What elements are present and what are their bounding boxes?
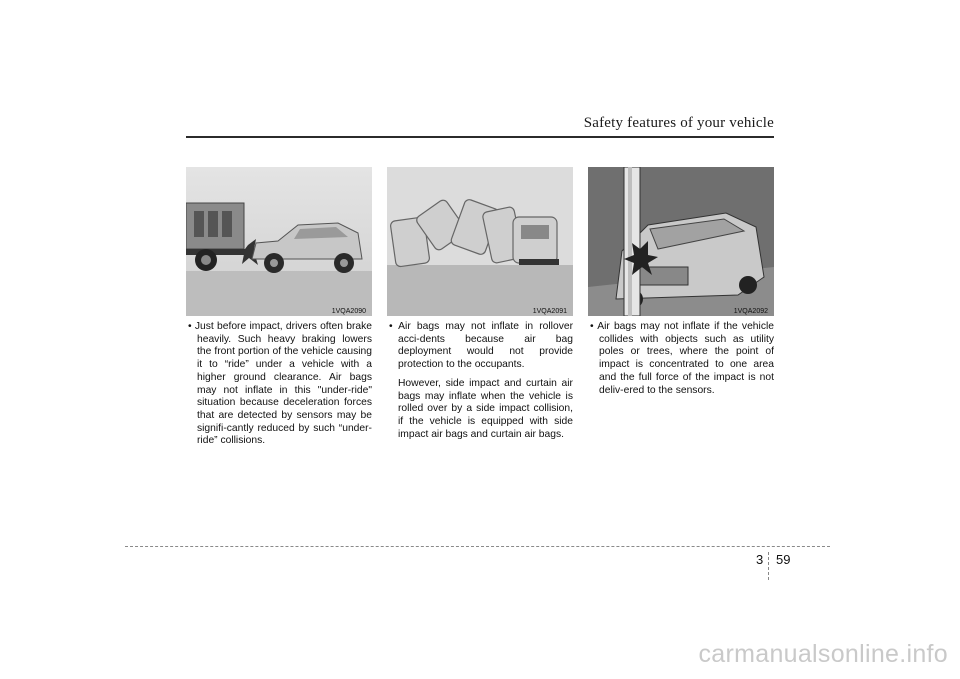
- illustration-rollover: [387, 167, 573, 316]
- paragraph: However, side impact and curtain air bags may inflate when the vehicle is rolled over by a side impact collision, if the vehicle is equipped with side impact air bags and curtain air bags.: [398, 377, 573, 440]
- illustration-under-ride: [186, 167, 372, 316]
- chapter-number: 3: [756, 552, 764, 567]
- rollover-drawing: [387, 167, 573, 316]
- figure-code: 1VQA2092: [733, 308, 768, 315]
- paragraph: • Air bags may not inflate in rollover acci-dents because air bag deployment would not provide protection to the occupants.: [389, 321, 573, 371]
- text-column-3: [588, 321, 774, 397]
- header-rule: [186, 136, 774, 138]
- paragraph: • Air bags may not inflate if the vehicle collides with objects such as utility poles or trees, where the point of impact is concentrated to one area and the full force of the impact is not deliv-ered to the sensors.: [590, 321, 774, 396]
- illustration-pole-impact: [588, 167, 774, 316]
- footer-rule: [125, 546, 830, 547]
- text-column-2: [387, 321, 573, 441]
- page-separator: [768, 552, 769, 580]
- figure-code: 1VQA2090: [331, 308, 366, 315]
- watermark: carmanualsonline.info: [698, 640, 948, 668]
- figure-code: 1VQA2091: [532, 308, 567, 315]
- pole-impact-drawing: [588, 167, 774, 316]
- paragraph: • Just before impact, drivers often brake heavily. Such heavy braking lowers the front portion of the vehicle causing it to “ride” under a vehicle with a higher ground clearance. Air bags may not inflate in this "under-ride" situation because deceleration forces that are detected by sensors may be signifi-cantly reduced by such “under-ride” collisions.: [188, 321, 372, 447]
- page-header-title: Safety features of your vehicle: [583, 115, 774, 131]
- under-ride-drawing: [186, 167, 372, 316]
- page-number: 59: [776, 552, 791, 567]
- text-column-1: [186, 321, 372, 448]
